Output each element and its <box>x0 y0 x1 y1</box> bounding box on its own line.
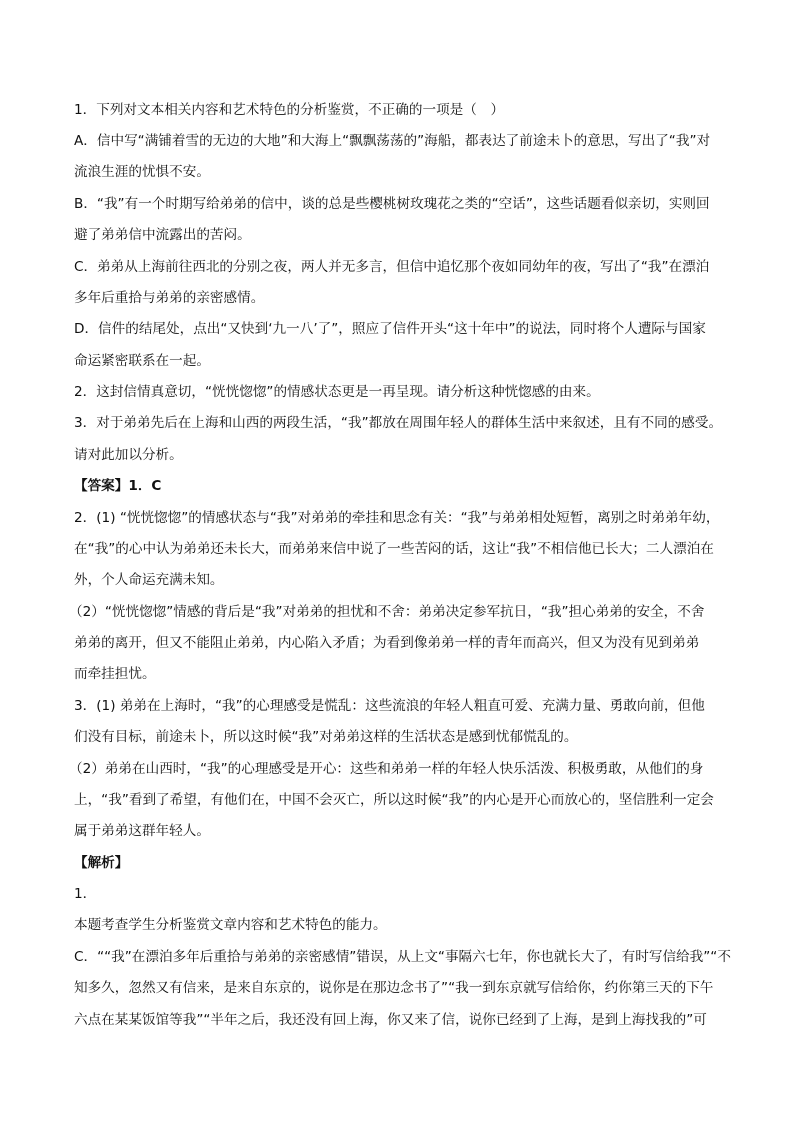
analysis-heading: 【解析】 <box>74 855 129 871</box>
question-3-line-2: 请对此加以分析。 <box>74 447 183 463</box>
option-d-line-1: D．信件的结尾处，点出“又快到‘九一八’了”，照应了信件开头“这十年中”的说法，同时将个人遭际与国家 <box>74 321 706 337</box>
question-1-stem: 1．下列对文本相关内容和艺术特色的分析鉴赏，不正确的一项是（ ） <box>74 102 505 118</box>
option-a-line-2: 流浪生涯的忧惧不安。 <box>74 164 210 180</box>
answer-2-1-line-3: 外，个人命运充满未知。 <box>74 572 224 588</box>
answer-3-1-line-2: 们没有目标，前途未卜，所以这时候“我”对弟弟这样的生活状态是感到忧郁慌乱的。 <box>74 729 578 745</box>
answer-3-1-line-1: 3．(1) 弟弟在上海时，“我”的心理感受是慌乱：这些流浪的年轻人粗直可爱、充满力量、勇敢向前，但他 <box>74 698 705 714</box>
answer-2-2-line-2: 弟弟的离开，但又不能阻止弟弟，内心陷入矛盾；为看到像弟弟一样的青年而高兴，但又为没有见到弟弟 <box>74 635 700 651</box>
option-b-line-2: 避了弟弟信中流露出的苦闷。 <box>74 227 251 243</box>
answer-2-1-line-2: 在“我”的心中认为弟弟还未长大，而弟弟来信中说了一些苦闷的话，这让“我”不相信他已长大；二人漂泊在 <box>74 541 714 557</box>
option-c-line-1: C．弟弟从上海前往西北的分别之夜，两人并无多言，但信中追忆那个夜如同幼年的夜，写出了“我”在漂泊 <box>74 259 710 275</box>
analysis-c-line-3: 六点在某某饭馆等我”“半年之后，我还没有回上海，你又来了信，说你已经到了上海，是到上海找我的”可 <box>74 1012 707 1028</box>
answer-2-2-line-1: （2）“恍恍惚惚”情感的背后是“我”对弟弟的担忧和不舍：弟弟决定参军抗日，“我”担心弟弟的安全，不舍 <box>69 604 705 620</box>
analysis-c-line-2: 知多久，忽然又有信来，是来自东京的，说你是在那边念书了”“我一到东京就写信给你，约你第三天的下午 <box>74 980 714 996</box>
answer-3-2-line-1: （2）弟弟在山西时，“我”的心理感受是开心：这些和弟弟一样的年轻人快乐活泼、积极勇敢，从他们的身 <box>69 761 704 777</box>
analysis-c-line-1: C．““我”在漂泊多年后重拾与弟弟的亲密感情”错误，从上文“事隔六七年，你也就长大了，有时写信给我”“不 <box>74 949 731 965</box>
question-2: 2．这封信情真意切，“恍恍惚惚”的情感状态更是一再呈现。请分析这种恍惚感的由来。 <box>74 384 600 400</box>
analysis-intro: 本题考查学生分析鉴赏文章内容和艺术特色的能力。 <box>74 917 387 933</box>
answer-2-2-line-3: 而牵挂担忧。 <box>74 666 156 682</box>
option-d-line-2: 命运紧密联系在一起。 <box>74 353 210 369</box>
analysis-item-1: 1． <box>74 886 97 902</box>
answer-3-2-line-3: 属于弟弟这群年轻人。 <box>74 823 210 839</box>
answer-3-2-line-2: 上，“我”看到了希望，有他们在，中国不会灭亡，所以这时候“我”的内心是开心而放心的，坚信胜利一定会 <box>74 792 714 808</box>
answer-heading: 【答案】1．C <box>74 478 162 494</box>
option-b-line-1: B．“我”有一个时期写给弟弟的信中，谈的总是些樱桃树玫瑰花之类的“空话”，这些话题看似亲切，实则回 <box>74 196 710 212</box>
answer-2-1-line-1: 2．(1) “恍恍惚惚”的情感状态与“我”对弟弟的牵挂和思念有关：“我”与弟弟相处短暂，离别之时弟弟年幼， <box>74 510 720 526</box>
option-c-line-2: 多年后重拾与弟弟的亲密感情。 <box>74 290 265 306</box>
question-3-line-1: 3．对于弟弟先后在上海和山西的两段生活，“我”都放在周围年轻人的群体生活中来叙述，且有不同的感受。 <box>74 415 723 431</box>
option-a-line-1: A．信中写“满铺着雪的无边的大地”和大海上“飘飘荡荡的”海船，都表达了前途未卜的意思，写出了“我”对 <box>74 133 711 149</box>
